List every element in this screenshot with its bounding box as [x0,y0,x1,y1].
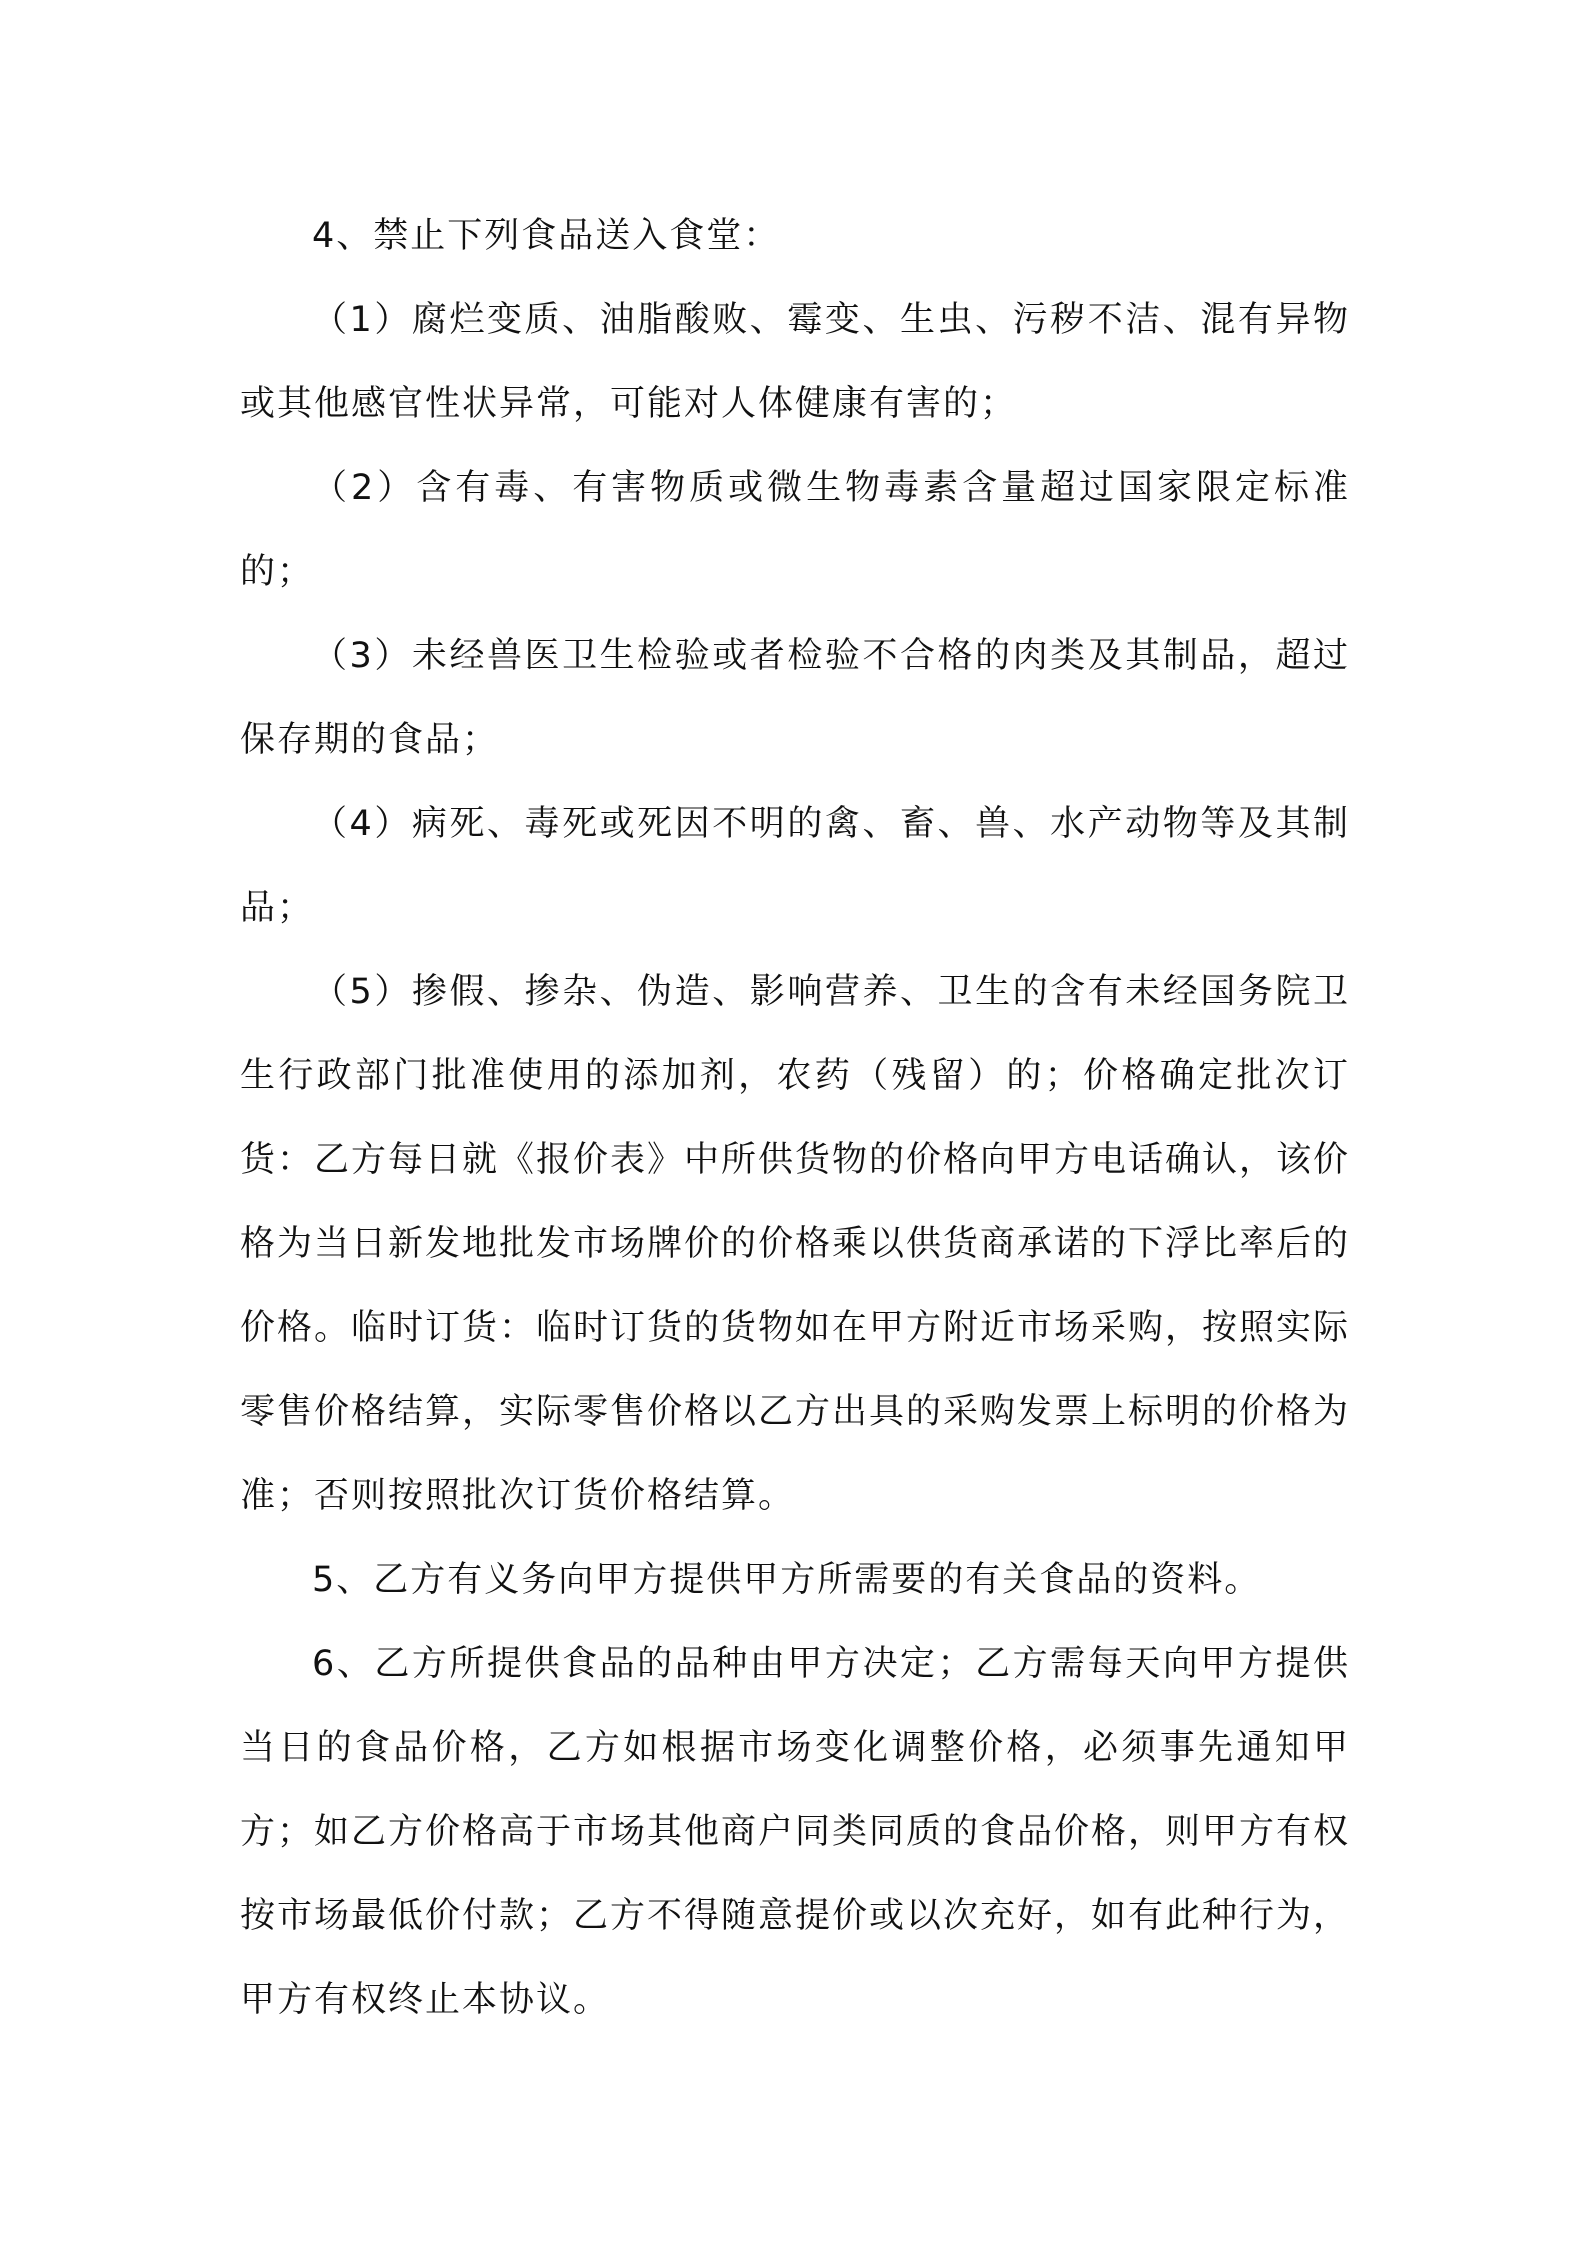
clause-4-heading: 4、禁止下列食品送入食堂： [312,216,781,256]
clause-5: 5、乙方有义务向甲方提供甲方所需要的有关食品的资料。 [312,1560,1262,1600]
clause-4-item-1: （1）腐烂变质、油脂酸败、霉变、生虫、污秽不洁、混有异物或其他感官性状异常，可能对人体健康有害的； [240,300,1350,424]
clause-4-item-4: （4）病死、毒死或死因不明的禽、畜、兽、水产动物等及其制品； [240,804,1350,928]
clause-4-item-3: （3）未经兽医卫生检验或者检验不合格的肉类及其制品，超过保存期的食品； [240,636,1350,760]
clause-6: 6、乙方所提供食品的品种由甲方决定；乙方需每天向甲方提供当日的食品价格，乙方如根据市场变化调整价格，必须事先通知甲方；如乙方价格高于市场其他商户同类同质的食品价格，则甲方有权按市场最低价付款；乙方不得随意提价或以次充好，如有此种行为，甲方有权终止本协议。 [240,1644,1351,2020]
clause-4-item-5: （5）掺假、掺杂、伪造、影响营养、卫生的含有未经国务院卫生行政部门批准使用的添加剂，农药（残留）的；价格确定批次订货：乙方每日就《报价表》中所供货物的价格向甲方电话确认，该价格为当日新发地批发市场牌价的价格乘以供货商承诺的下浮比率后的价格。临时订货：临时订货的货物如在甲方附近市场采购，按照实际零售价格结算，实际零售价格以乙方出具的采购发票上标明的价格为准；否则按照批次订货价格结算。 [240,972,1351,1516]
clause-4-item-2: （2）含有毒、有害物质或微生物毒素含量超过国家限定标准的； [240,468,1350,592]
document-body [240,194,1350,2042]
